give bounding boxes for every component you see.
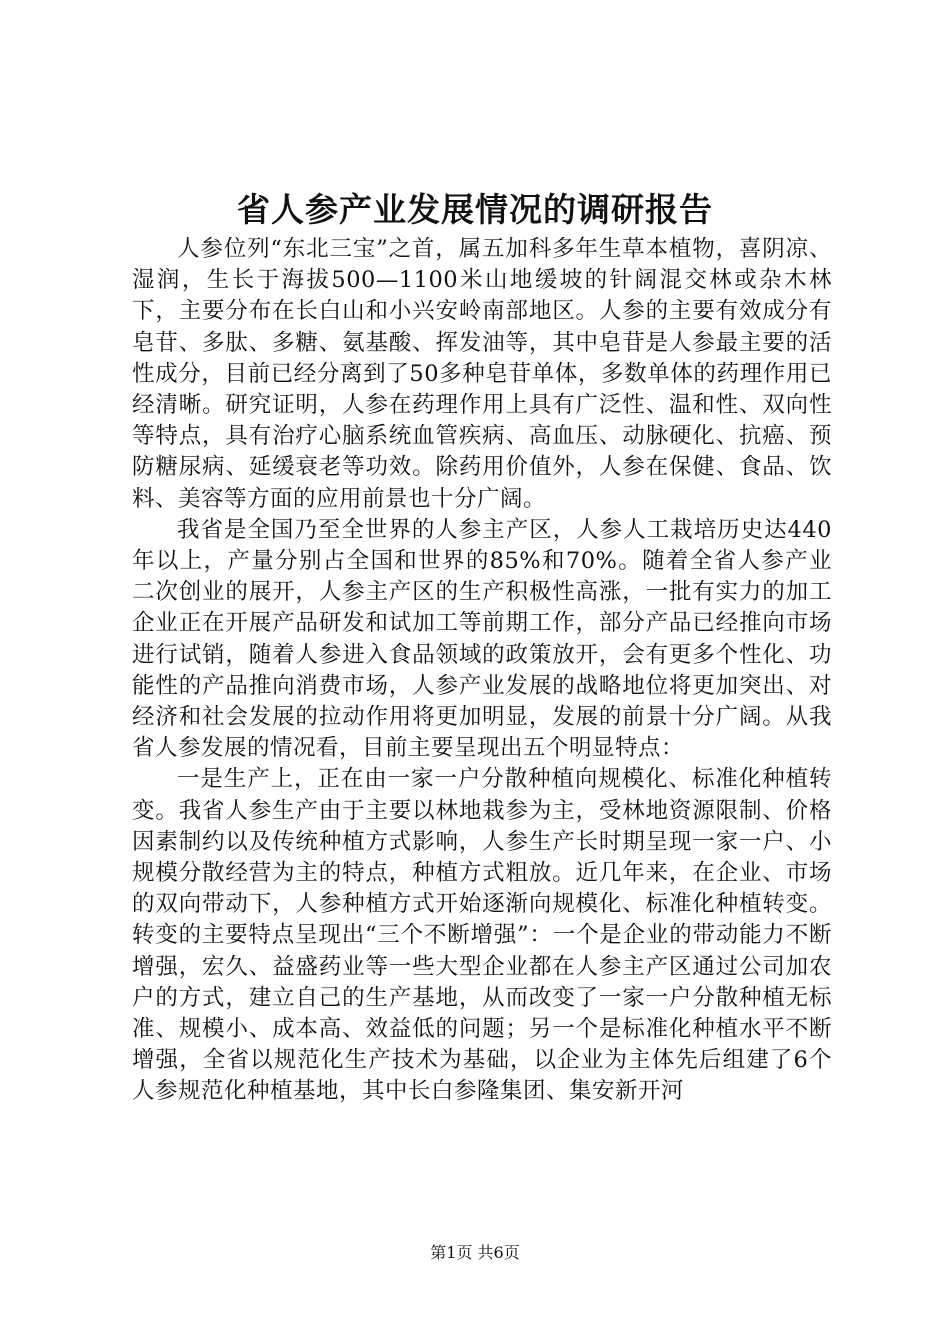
paragraph-1: 人参位列“东北三宝”之首，属五加科多年生草本植物，喜阴凉、湿润，生长于海拔500—1100米山地缓坡的针阔混交林或杂木林下，主要分布在长白山和小兴安岭南部地区。人参的主要有效成分有皂苷、多肽、多糖、氨基酸、挥发油等，其中皂苷是人参最主要的活性成分，目前已经分离到了50多种皂苷单体，多数单体的药理作用已经清晰。研究证明，人参在药理作用上具有广泛性、温和性、双向性等特点，具有治疗心脑系统血管疾病、高血压、动脉硬化、抗癌、预防糖尿病、延缓衰老等功效。除药用价值外，人参在保健、食品、饮料、美容等方面的应用前景也十分广阔。 [132,236,832,512]
page-number-footer: 第1页 共6页 [430,1243,520,1262]
document-title: 省人参产业发展情况的调研报告 [237,190,713,229]
paragraph-2: 我省是全国乃至全世界的人参主产区，人参人工栽培历史达440年以上，产量分别占全国和世界的85%和70%。随着全省人参产业二次创业的展开，人参主产区的生产积极性高涨，一批有实力的加工企业正在开展产品研发和试加工等前期工作，部分产品已经推向市场进行试销，随着人参进入食品领域的政策放开，会有更多个性化、功能性的产品推向消费市场，人参产业发展的战略地位将更加突出、对经济和社会发展的拉动作用将更加明显，发展的前景十分广阔。从我省人参发展的情况看，目前主要呈现出五个明显特点： [132,516,832,762]
document-body [132,234,832,1108]
paragraph-3: 一是生产上，正在由一家一户分散种植向规模化、标准化种植转变。我省人参生产由于主要以林地栽参为主，受林地资源限制、价格因素制约以及传统种植方式影响，人参生产长时期呈现一家一户、小规模分散经营为主的特点，种植方式粗放。近几年来，在企业、市场的双向带动下，人参种植方式开始逐渐向规模化、标准化种植转变。转变的主要特点呈现出“三个不断增强”：一个是企业的带动能力不断增强，宏久、益盛药业等一些大型企业都在人参主产区通过公司加农户的方式，建立自己的生产基地，从而改变了一家一户分散种植无标准、规模小、成本高、效益低的问题；另一个是标准化种植水平不断增强，全省以规范化生产技术为基础，以企业为主体先后组建了6个人参规范化种植基地，其中长白参隆集团、集安新开河 [132,766,832,1105]
